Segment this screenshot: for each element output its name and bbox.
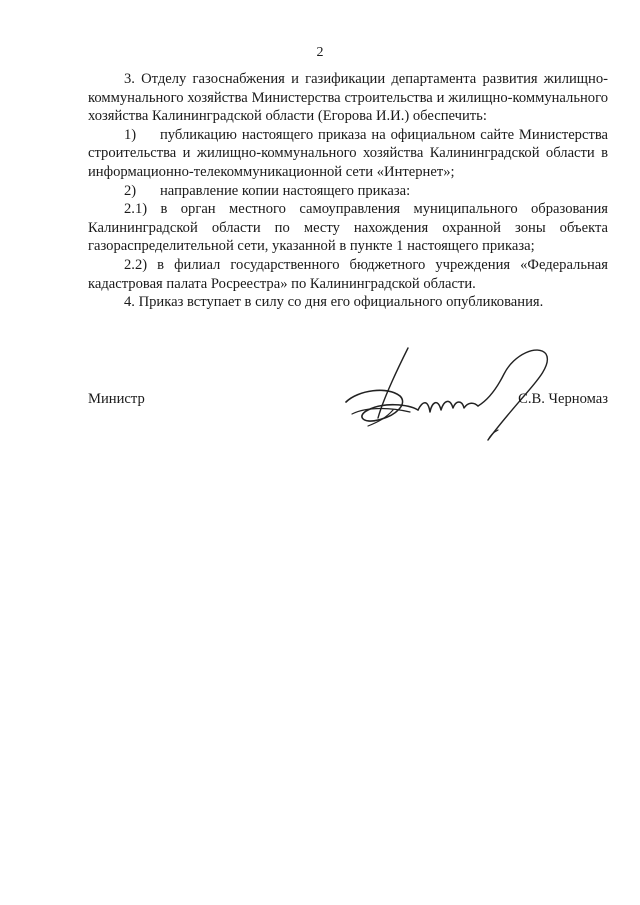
- paragraph-4: 4. Приказ вступает в силу со дня его официального опубликования.: [124, 294, 544, 311]
- list-item-2: [88, 182, 608, 201]
- list-item-1: [88, 126, 608, 182]
- list-item-2-number: 2): [124, 182, 137, 199]
- list-item-2-1: 2.1) в орган местного самоуправления муниципального образования Калининградской области по месту нахождения охранной зоны объекта газораспределительной сети, указанной в пункте 1 настоящего приказа;: [88, 201, 608, 255]
- paragraph-3: 3. Отделу газоснабжения и газификации департамента развития жилищно-коммунального хозяйства Министерства строительства и жилищно-коммунального хозяйства Калининградской области (Егорова И.И.) обеспечить:: [88, 71, 608, 125]
- list-item-1-number: 1): [124, 126, 137, 143]
- page-number: 2: [316, 45, 324, 60]
- list-item-2-2: 2.2) в филиал государственного бюджетного учреждения «Федеральная кадастровая палата Росреестра» по Калининградской области.: [88, 256, 608, 292]
- signatory-name: С.В. Черномаз: [518, 391, 608, 407]
- signature-block: [88, 340, 608, 450]
- document-body: [88, 70, 608, 312]
- list-item-1-text: публикацию настоящего приказа на официальном сайте Министерства строительства и жилищно-коммунального хозяйства Калининградской области в информационно-телекоммуникационной сети «Интернет»;: [88, 126, 608, 180]
- list-item-2-text: направление копии настоящего приказа:: [160, 182, 411, 199]
- signatory-title: Министр: [88, 391, 145, 407]
